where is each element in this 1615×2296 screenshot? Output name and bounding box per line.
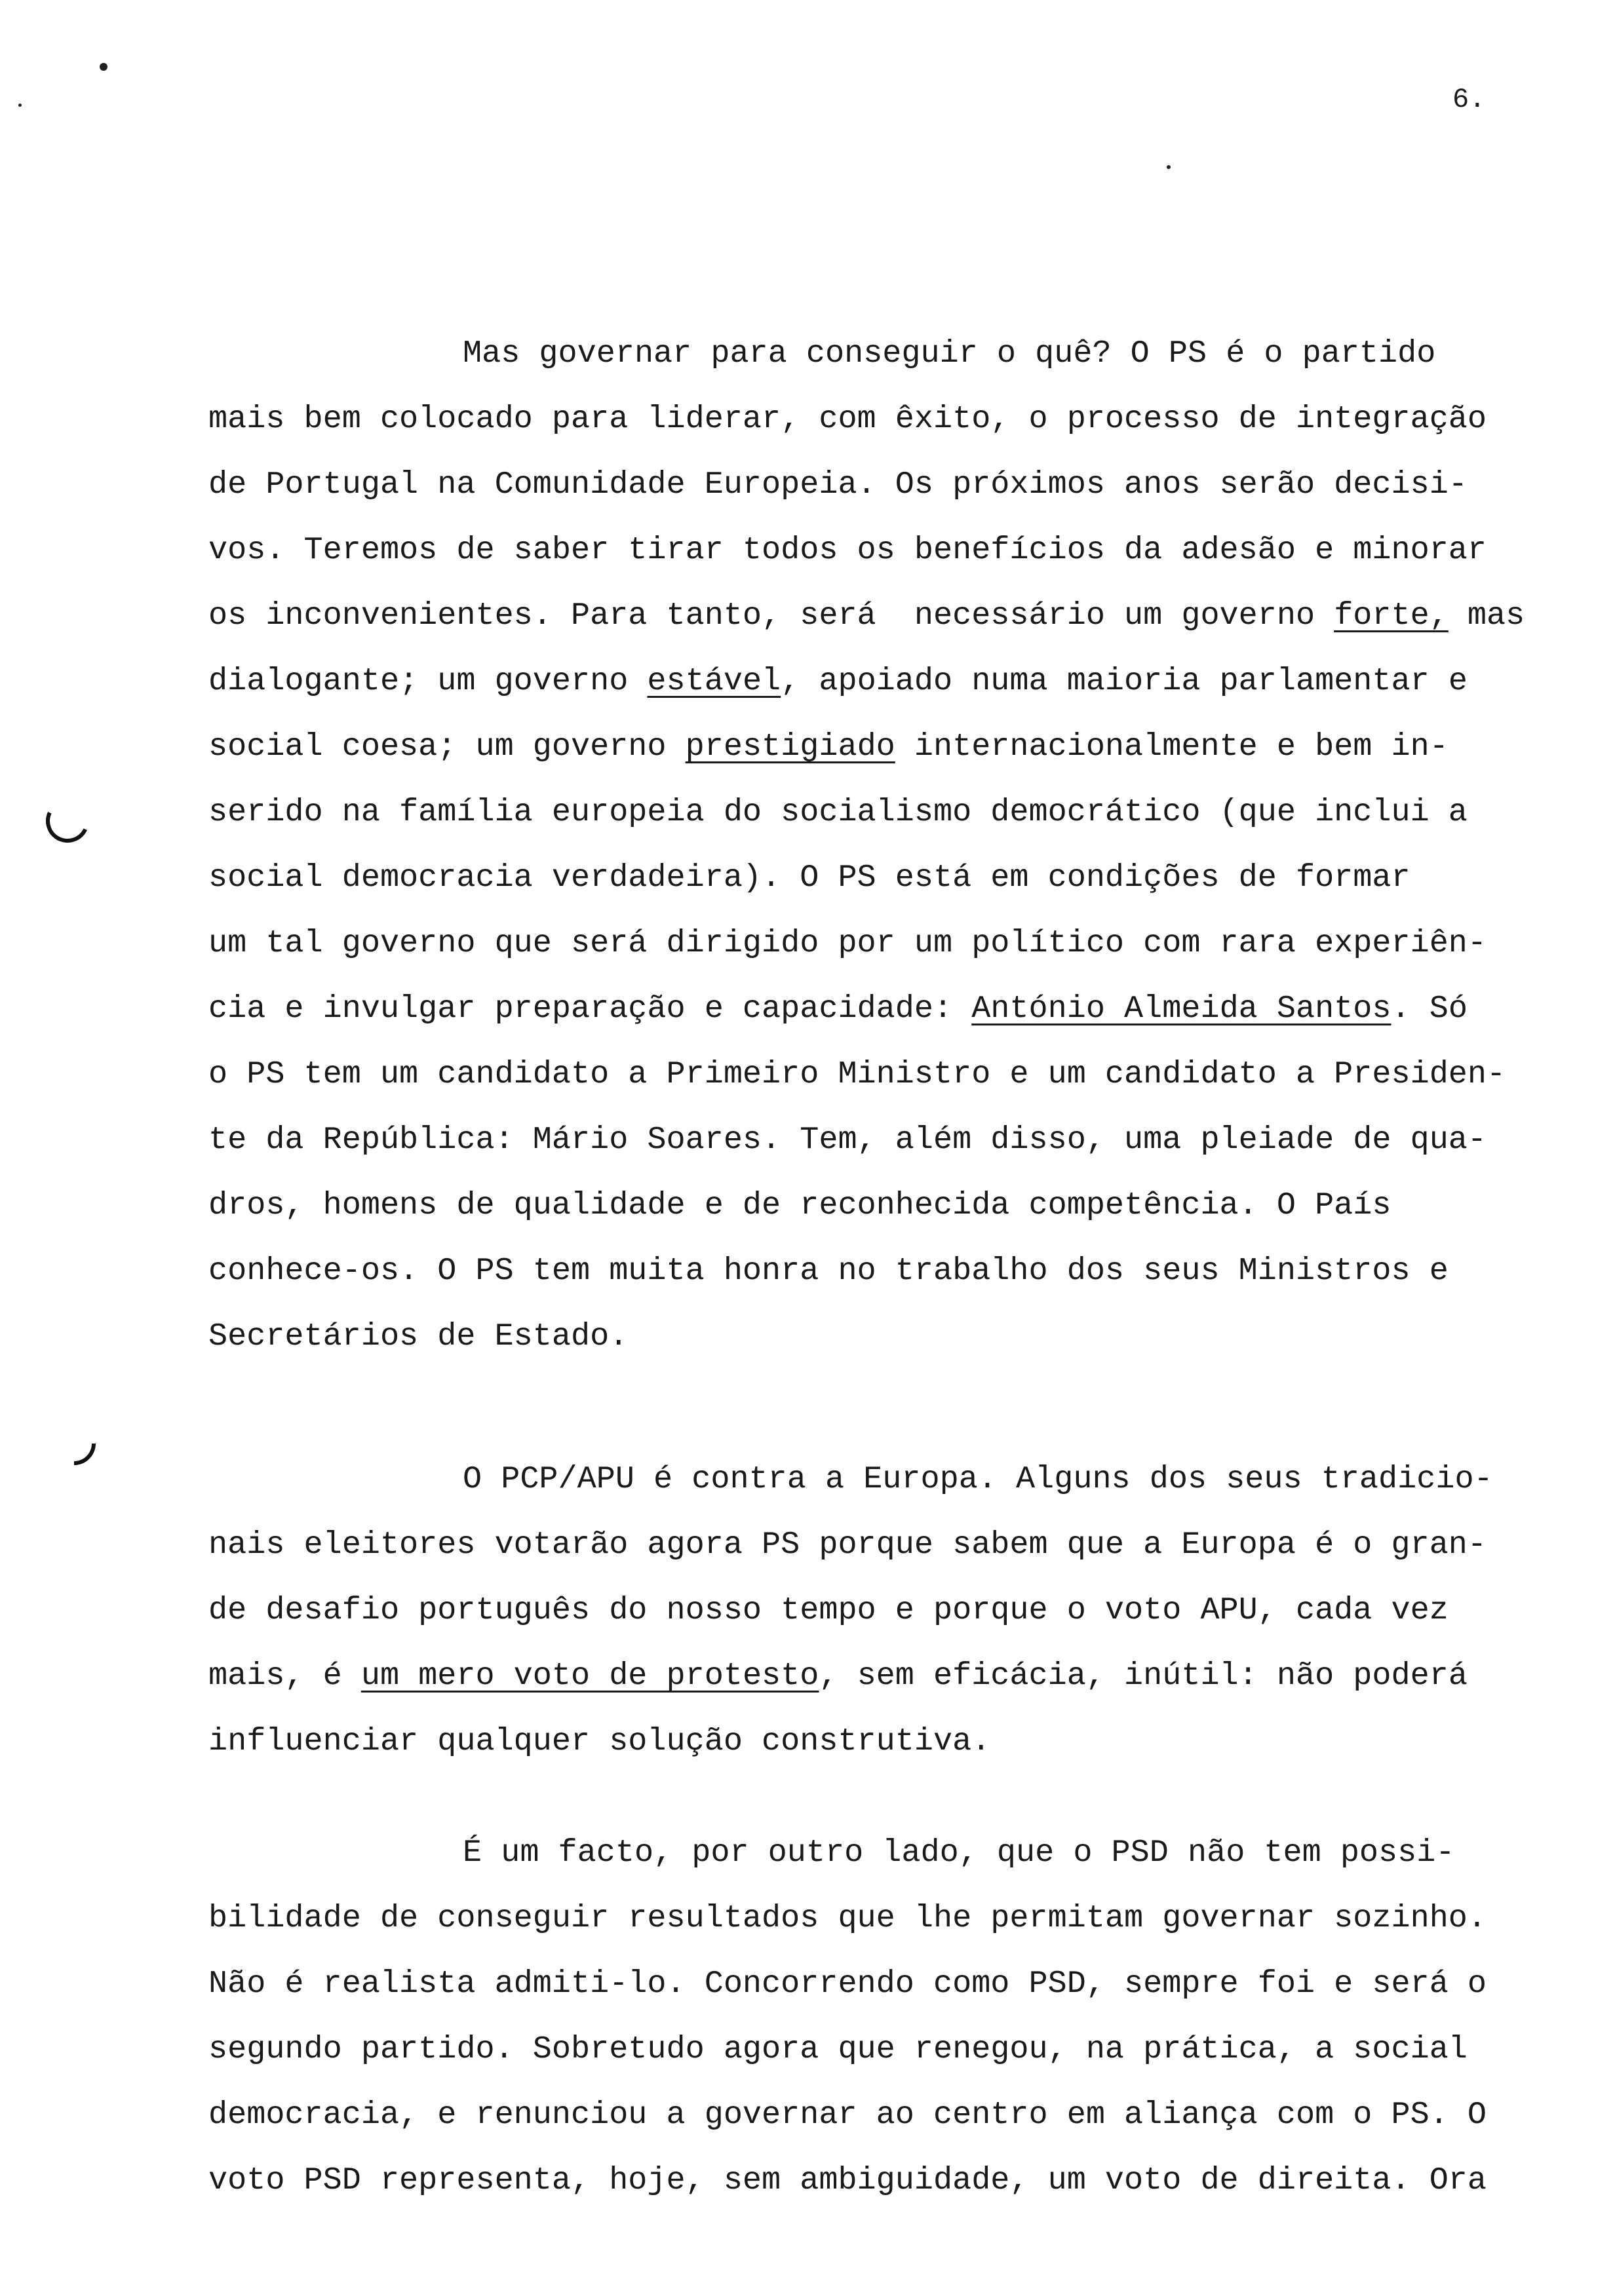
paragraph: [208, 1447, 1559, 1774]
underlined-emphasis: António Almeida Santos: [971, 991, 1391, 1027]
text-line: o PS tem um candidato a Primeiro Ministro e um candidato a Presiden-: [208, 1056, 1506, 1092]
text-line: influenciar qualquer solução construtiva.: [208, 1723, 991, 1759]
scan-speck: [100, 63, 107, 71]
text-line: [208, 583, 1559, 649]
text-segment: , apoiado numa maioria parlamentar e: [781, 663, 1468, 699]
text-line: serido na família europeia do socialismo democrático (que inclui a: [208, 794, 1468, 830]
text-segment: cia e invulgar preparação e capacidade:: [208, 991, 972, 1027]
text-line: [208, 1643, 1559, 1709]
scan-speck: [1167, 165, 1171, 169]
text-line: bilidade de conseguir resultados que lhe permitam governar sozinho.: [208, 1900, 1487, 1936]
text-line: [208, 649, 1559, 714]
text-line: Secretários de Estado.: [208, 1318, 629, 1354]
text-segment: dialogante; um governo: [208, 663, 648, 699]
text-segment: os inconvenientes. Para tanto, será necessário um governo: [208, 598, 1334, 634]
text-line: conhece-os. O PS tem muita honra no trabalho dos seus Ministros e: [208, 1253, 1449, 1289]
text-line: segundo partido. Sobretudo agora que renegou, na prática, a social: [208, 2031, 1468, 2067]
punch-hole-mark: [43, 1413, 104, 1474]
text-line: Mas governar para conseguir o quê? O PS é o partido: [463, 335, 1436, 372]
text-line: [208, 976, 1559, 1042]
text-line: dros, homens de qualidade e de reconhecida competência. O País: [208, 1187, 1391, 1223]
text-segment: , sem eficácia, inútil: não poderá: [819, 1658, 1468, 1694]
text-line: mais bem colocado para liderar, com êxito, o processo de integração: [208, 401, 1487, 437]
text-line: O PCP/APU é contra a Europa. Alguns dos seus tradicio-: [463, 1461, 1493, 1497]
underlined-emphasis: um mero voto de protesto: [360, 1658, 819, 1694]
text-line: nais eleitores votarão agora PS porque sabem que a Europa é o gran-: [208, 1527, 1487, 1563]
text-segment: internacionalmente e bem in-: [895, 729, 1449, 765]
punch-hole-mark: [40, 794, 96, 849]
paragraph: [208, 1820, 1559, 2213]
text-line: É um facto, por outro lado, que o PSD não tem possi-: [463, 1835, 1455, 1871]
text-line: democracia, e renunciou a governar ao centro em aliança com o PS. O: [208, 2097, 1487, 2133]
underlined-emphasis: forte,: [1334, 598, 1449, 634]
text-line: vos. Teremos de saber tirar todos os benefícios da adesão e minorar: [208, 532, 1487, 568]
text-line: [208, 714, 1559, 780]
text-line: Não é realista admiti-lo. Concorrendo como PSD, sempre foi e será o: [208, 1966, 1487, 2002]
text-line: social democracia verdadeira). O PS está em condições de formar: [208, 860, 1411, 896]
text-segment: mas: [1448, 598, 1525, 634]
scan-speck: [18, 104, 22, 107]
page-number: 6.: [1452, 84, 1486, 115]
text-segment: social coesa; um governo: [208, 729, 686, 765]
text-line: voto PSD representa, hoje, sem ambiguidade, um voto de direita. Ora: [208, 2162, 1487, 2198]
text-line: de desafio português do nosso tempo e porque o voto APU, cada vez: [208, 1592, 1449, 1628]
text-line: te da República: Mário Soares. Tem, além disso, uma pleiade de qua-: [208, 1122, 1487, 1158]
paragraph: [208, 321, 1559, 1369]
text-line: de Portugal na Comunidade Europeia. Os próximos anos serão decisi-: [208, 467, 1468, 503]
text-segment: . Só: [1391, 991, 1468, 1027]
underlined-emphasis: prestigiado: [685, 729, 895, 765]
text-line: um tal governo que será dirigido por um político com rara experiên-: [208, 925, 1487, 961]
text-segment: mais, é: [208, 1658, 361, 1694]
underlined-emphasis: estável: [647, 663, 781, 699]
